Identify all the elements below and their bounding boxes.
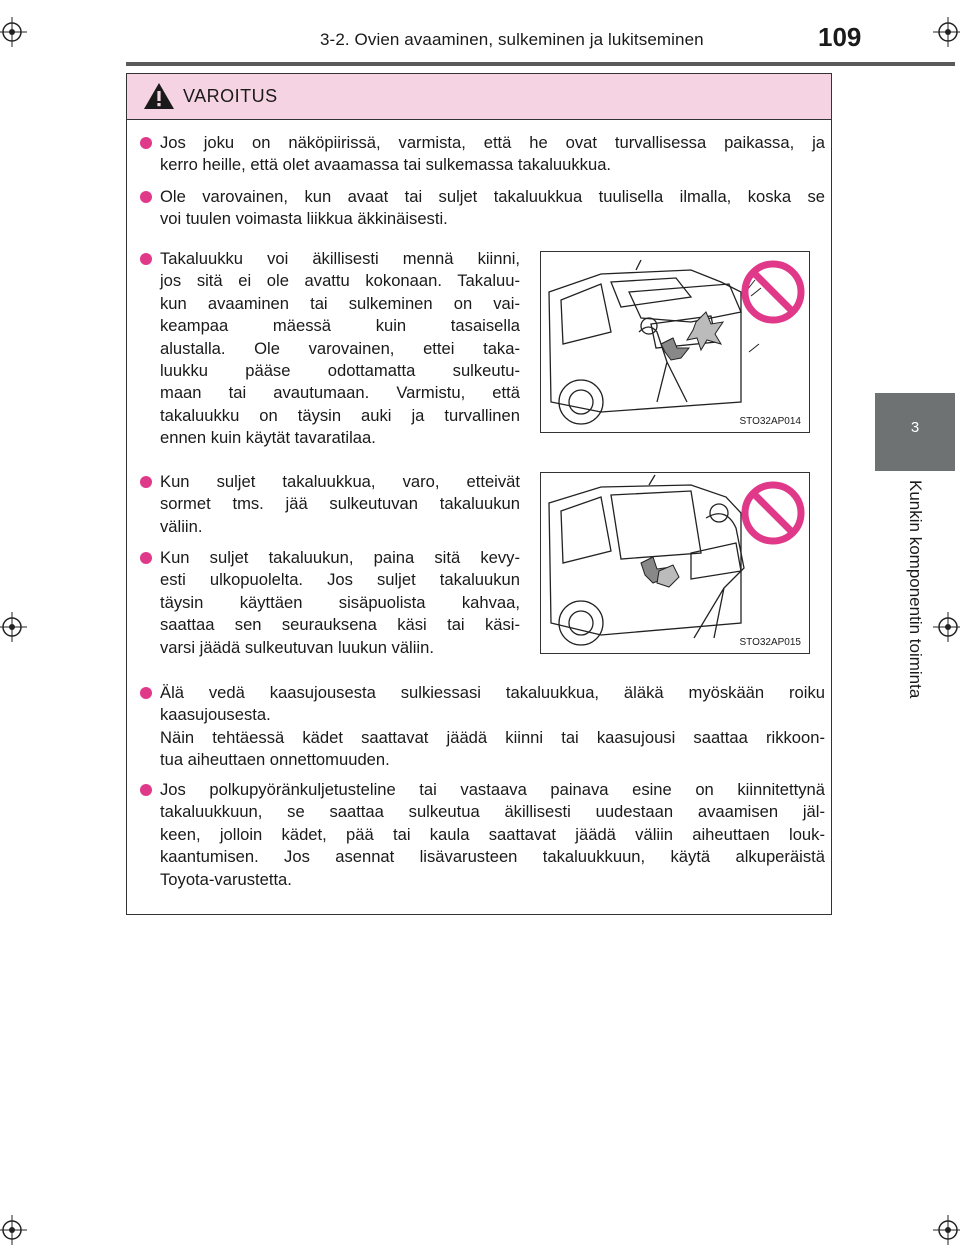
warning-item-7: Jos polkupyöränkuljetusteline tai vastaava painava esine on kiinnitettynä takaluukkuun, se saattaa sulkeutua äkillisesti uudestaan avaamisen jäl- keen, jolloin kädet, pää tai kaula saattavat jäädä väliin aiheuttaen louk- kaantumisen. Jos asennat lisävarusteen takaluukkuun, käytä alkuperäistä Toyota-varustetta. (140, 779, 825, 891)
header-rule (126, 62, 955, 66)
warning-item-4: Kun suljet takaluukkua, varo, etteivät sormet tms. jää sulkeutuvan takaluukun väliin. (140, 471, 520, 538)
registration-mark-bottom-right (933, 1215, 960, 1245)
registration-mark-mid-left (0, 612, 27, 642)
warning-item-3: Takaluukku voi äkillisesti mennä kiinni, jos sitä ei ole avattu kokonaan. Takaluu- kun avaaminen tai sulkeminen on vai- keampaa mäessä kuin tasaisella alustalla. Ole varovainen, ettei taka- luukku pääse odottamatta sulkeutu- maan tai avautumaan. Varmistu, että takaluukku on täysin auki ja turvallinen ennen kuin käytät tavaratilaa. (140, 248, 520, 450)
bullet-icon (140, 784, 152, 796)
registration-mark-mid-right (933, 612, 960, 642)
prohibition-sign-icon (745, 264, 801, 320)
warning-item-5: Kun suljet takaluukun, paina sitä kevy- esti ulkopuolelta. Jos suljet takaluukun täysin käyttäen sisäpuolista kahvaa, saattaa sen seurauksena käsi tai käsi- varsi jäädä sulkeutuvan luukun väliin. (140, 547, 520, 659)
car-tailgate-illustration (541, 252, 809, 432)
bullet-icon (140, 476, 152, 488)
bullet-icon (140, 253, 152, 265)
warning-title: VAROITUS (183, 86, 278, 106)
warning-icon (143, 82, 175, 110)
bullet-icon (140, 552, 152, 564)
registration-mark-bottom-left (0, 1215, 27, 1245)
registration-mark-top-right (933, 17, 960, 47)
chapter-tab (875, 393, 955, 471)
figure-code: STO32AP014 (739, 416, 801, 427)
bullet-icon (140, 137, 152, 149)
prohibition-sign-icon (745, 485, 801, 541)
illustration-tailgate-closing (540, 251, 810, 433)
warning-item-2: Ole varovainen, kun avaat tai suljet takaluukkua tuulisella ilmalla, koska se voi tuulen voimasta liikkua äkkinäisesti. (140, 186, 825, 231)
illustration-tailgate-hand-pinch (540, 472, 810, 654)
chapter-number: 3 (910, 419, 920, 436)
registration-mark-top-left (0, 17, 27, 47)
warning-item-1: Jos joku on näköpiirissä, varmista, että he ovat turvallisessa paikassa, ja kerro heille, että olet avaamassa tai sulkemassa takaluukkua. (140, 132, 825, 177)
car-tailgate-illustration (541, 473, 809, 653)
warning-item-6: Älä vedä kaasujousesta sulkiessasi takaluukkua, äläkä myöskään roiku kaasujousesta. Näin tehtäessä kädet saattavat jäädä kiinni tai kaasujousi saattaa rikkoon- tua aiheuttaen onnettomuuden. (140, 682, 825, 772)
section-title: 3-2. Ovien avaaminen, sulkeminen ja lukitseminen (320, 30, 704, 49)
figure-code: STO32AP015 (739, 637, 801, 648)
page-number: 109 (818, 22, 862, 52)
warning-header (127, 74, 831, 120)
bullet-icon (140, 687, 152, 699)
bullet-icon (140, 191, 152, 203)
